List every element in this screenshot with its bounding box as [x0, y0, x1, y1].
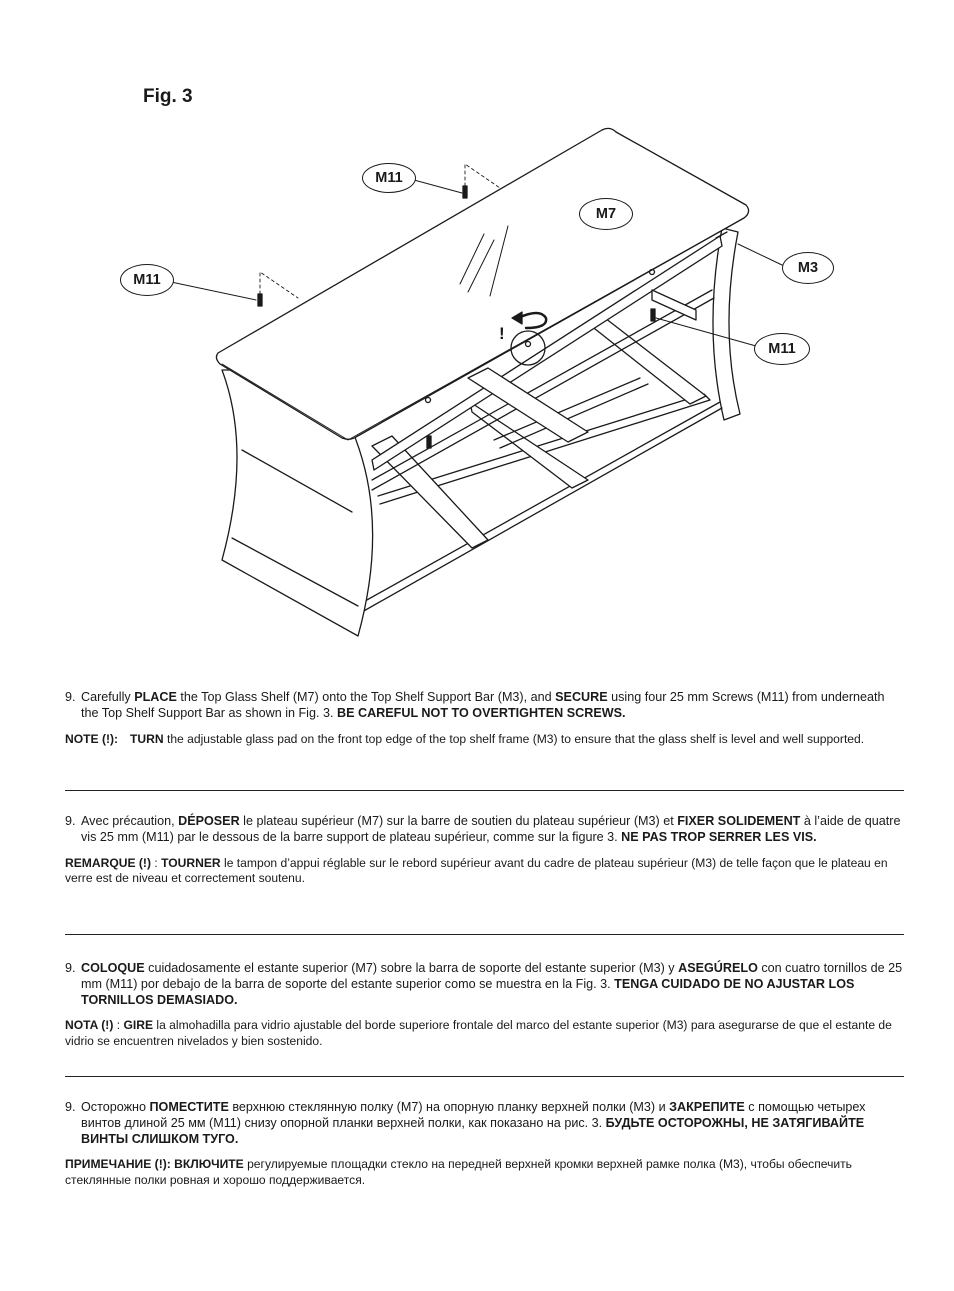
callout-m11-left: M11	[120, 264, 174, 296]
note-ru: ПРИМЕЧАНИЕ (!): ВКЛЮЧИТЕ регулируемые площадки стекло на передней верхней кромки верхней рамке полка (M3), чтобы обеспечить стеклянные полки ровная и хорошо поддерживается.	[65, 1157, 852, 1187]
note-en: NOTE (!): TURN the adjustable glass pad on the front top edge of the top shelf frame (M3) to ensure that the glass shelf is level and well supported.	[65, 731, 865, 746]
instructions-ru: 9. Осторожно ПОМЕСТИТЕ верхнюю стеклянную полку (M7) на опорную планку верхней полки (M3) и ЗАКРЕПИТЕ с помощью четырех винтов длиной 25 мм (M11) снизу опорной планки верхней полки, как показано на рис. 3. БУДЬТЕ ОСТОРОЖНЫ, НЕ ЗАТЯГИВАЙТЕ ВИНТЫ СЛИШКОМ ТУГО. ПРИМЕЧАНИЕ (!): ВКЛЮЧИТЕ регулируемые площадки стекло на передней верхней кромки верхней рамке полка (M3), чтобы обеспечить стеклянные полки ровная и хорошо поддерживается.	[65, 1100, 905, 1188]
callout-m11-right: M11	[754, 333, 810, 365]
warning-mark: !	[499, 324, 505, 343]
instructions-es: 9. COLOQUE cuidadosamente el estante superior (M7) sobre la barra de soporte del estante superior (M3) y ASEGÚRELO con cuatro tornillos de 25 mm (M11) por debajo de la barra de soporte del estante superior como se muestra en la Fig. 3. TENGA CUIDADO DE NO AJUSTAR LOS TORNILLOS DEMASIADO. NOTA (!) : GIRE la almohadilla para vidrio ajustable del borde superiore frontale del marco del estante superior (M3) para asegurarse de que el estante de vidrio se encuentren nivelados y bien sostenido.	[65, 961, 905, 1049]
instructions-en: 9. Carefully PLACE the Top Glass Shelf (M7) onto the Top Shelf Support Bar (M3), and SECURE using four 25 mm Screws (M11) from underneath the Top Shelf Support Bar as shown in Fig. 3. BE CAREFUL NOT TO OVERTIGHTEN SCREWS. NOTE (!): TURN the adjustable glass pad on the front top edge of the top shelf frame (M3) to ensure that the glass shelf is level and well supported.	[65, 690, 905, 747]
note-fr: REMARQUE (!) : TOURNER le tampon d’appui réglable sur le rebord supérieur avant du cadre de plateau supérieur (M3) de telle façon que le plateau en verre est de niveau et correctement soutenu.	[65, 855, 888, 886]
callout-m3: M3	[782, 252, 834, 284]
callout-m11-top: M11	[362, 163, 416, 193]
instructions-fr: 9. Avec précaution, DÉPOSER le plateau supérieur (M7) sur la barre de soutien du plateau supérieur (M3) et FIXER SOLIDEMENT à l’aide de quatre vis 25 mm (M11) par le dessous de la barre support de plateau supérieur, comme sur la figure 3. NE PAS TROP SERRER LES VIS. REMARQUE (!) : TOURNER le tampon d’appui réglable sur le rebord supérieur avant du cadre de plateau supérieur (M3) de telle façon que le plateau en verre est de niveau et correctement soutenu.	[65, 814, 905, 887]
note-es: NOTA (!) : GIRE la almohadilla para vidrio ajustable del borde superiore frontale del marco del estante superior (M3) para asegurarse de que el estante de vidrio se encuentren nivelados y bien sostenido.	[65, 1018, 892, 1048]
divider	[65, 934, 904, 935]
right-side-panel	[713, 228, 740, 420]
divider	[65, 790, 904, 791]
divider	[65, 1076, 904, 1077]
callout-m7: M7	[579, 198, 633, 230]
figure-title: Fig. 3	[143, 86, 193, 107]
